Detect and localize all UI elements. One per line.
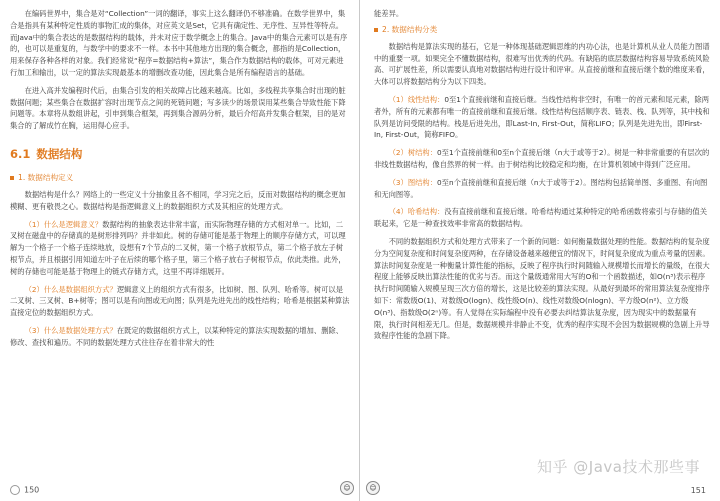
paragraph: （3）图结构：0至n个直接前继和直接后继（n大于或等于2）。图结构包括简单图、多重图、有向图和无向图等。 [374,177,708,199]
watermark: 知乎 @Java技术那些事 [537,458,700,476]
bullet-icon [10,176,14,180]
category-label: （4）哈希结构： [388,207,445,217]
subsection-heading: 2. 数据结构分类 [374,24,710,35]
page-number-right: 151 [690,486,706,495]
paragraph: 数据结构是算法实现的基石，它是一种体现基础逻辑思维的内功心法，也是计算机从业人员能力图谱中的重要一项。如果完全不懂数据结构，很难写出优秀的代码。有缺陷的底层数据结构容易导致系统风险高、可扩展性差，所以需要认真地对数据结构进行设计和评审。从直接前继和直接后继个数的维度来看，大体可以将数据结构分为以下四类。 [374,41,710,87]
paragraph: 数据结构是什么？网络上的一些定义十分抽象且各不相同，学习完之后，反而对数据结构的概念更加模糊、更有敬畏之心。数据结构是指逻辑意义上的数据组织方式及其相应的处理方式。 [10,189,346,211]
paragraph: （1）什么是逻辑意义？数据结构的抽象表达非常丰富，而实际物理存储的方式相对单一。比如，二叉树在磁盘中的存储真的是树形排列吗？并非如此。树的存储可能是基于物理上的顺序存储方式，可以理解为一个格子一个格子连续地放，设想有7个节点的二叉树，第一个格子放根节点，第二个格子放左子树根节点，并且根据引用知道左叶子在后续的哪个格子里，第三个格子放右子树根节点，依此类推。此外，树的存储也可能是基于物理上的链式存储方式，这里不再详细展开。 [10,219,346,276]
section-title: 数据结构 [36,146,83,161]
paragraph: （2）树结构：0至1个直接前继和0至n个直接后继（n大于或等于2）。树是一种非常重要的有层次的非线性数据结构，像自然界的树一样。由于树结构比较稳定和均衡，在计算机领域中得到广泛应用。 [374,148,710,169]
subsection-heading: 1. 数据结构定义 [10,172,350,183]
question-label: （2）什么是数据组织方式？ [24,284,117,294]
paragraph: 在进入高并发编程时代后，由集合引发的相关故障占比越来越高。比如，多线程共享集合时出现的脏数据问题；某些集合在数据扩容时出现节点之间的死链问题；写多读少的场景误用某些集合导致性能下降问题等。本章将从数组讲起，引申到集合框架，再到集合源码分析，最后介绍高并发集合框架，目的是对集合的了解成竹在胸，运用得心应手。 [10,85,346,131]
paragraph: （2）什么是数据组织方式？逻辑意义上的组织方式有很多，比如树、图、队列、哈希等。树可以是二叉树、三叉树、B+树等；图可以是有向图或无向图；队列是先进先出的线性结构；哈希是根据某种算法直接定位的数据组织方式。 [10,284,350,318]
question-label: （1）什么是逻辑意义？ [24,219,103,229]
right-page [360,0,720,501]
category-label: （2）树结构： [388,148,438,158]
paragraph: 在编码世界中，集合是对“Collection”一词的翻译，事实上这么翻译仍不够准确。在数学世界中，集合是指具有某种特定性质的事物汇成的集体，对应英文是Set，它具有确定性、无序性、互异性等特点。而Java中的集合表达的是数据结构的载体，并未对应于数学概念上的集合。Java中的集合元素可以是有序的，也可以是重复的，与数学中的要求不一样。本书中其他地方出现的集合概念，都指的是Collection，用来保存各种各样的对象。我们经常说“程序=数据结构+算法”，集合作为数据结构的载体，可对元素进行加工和输出，以一定的算法实现最基本的增删改查功能，因此集合是所有编程语言的基础。 [10,9,348,77]
paragraph: 能差异。 [374,9,404,18]
paragraph: （3）什么是数据处理方式？在既定的数据组织方式上，以某种特定的算法实现数据的增加、删除、修改、查找和遍历。不同的数据处理方式往往存在着非常大的性 [10,325,344,347]
mascot-icon: ☺ [340,481,354,495]
paragraph: 不同的数据组织方式和处理方式带来了一个新的问题：如何衡量数据处理的性能。数据结构的复杂度分为空间复杂度和时间复杂度两种，在存储设备越来越便宜的情况下，时间复杂度成为重点考量的因素。算法时间复杂度是一种衡量计算性能的指标，反映了程序执行时间随输入规模增长而增长的量级，在很大程度上能够反映出算法性能的优劣与否。而这个量级通常用大写的O和一个函数描述，如O(n³)表示程序执行时间随输入规模呈现三次方倍的增长，这是比较差的算法实现。从最好到最坏的常用算法复杂度排序如下：常数级O(1)、对数级O(logn)、线性级O(n)、线性对数级O(nlogn)、平方级O(n²)、立方级O(n³)、指数级O(2ⁿ)等。有人觉得在实际编程中没有必要去纠结算法复杂度，因为现实中的数据量有限，执行时间相差无几。但是，数据规模并非静止不变，优秀的程序实现不会因为数据规模的急剧上升导致程序性能的急剧下降。 [374,236,710,341]
page-mark-icon [10,485,20,495]
question-label: （3）什么是数据处理方式？ [24,325,117,335]
section-heading [10,146,350,162]
page-number-left: 150 [10,485,39,495]
bullet-icon [374,28,378,32]
mascot-icon: ☺ [366,481,380,495]
section-number: 6.1 [10,146,31,161]
category-label: （3）图结构： [388,177,438,187]
category-label: （1）线性结构： [388,94,445,104]
paragraph: （4）哈希结构：没有直接前继和直接后继。哈希结构通过某种特定的哈希函数将索引与存储的值关联起来，它是一种查找效率非常高的数据结构。 [374,207,708,229]
paragraph: （1）线性结构：0至1个直接前继和直接后继。当线性结构非空时，有唯一的首元素和尾元素，除两者外，所有的元素都有唯一的直接前继和直接后继。线性结构包括顺序表、链表、栈、队列等，其中栈和队列是访问受限的结构。栈是后进先出，即Last-In, First-Out，简称LIFO；队列是先进先出，即First-In, First-Out，简称FIFO。 [374,94,710,140]
